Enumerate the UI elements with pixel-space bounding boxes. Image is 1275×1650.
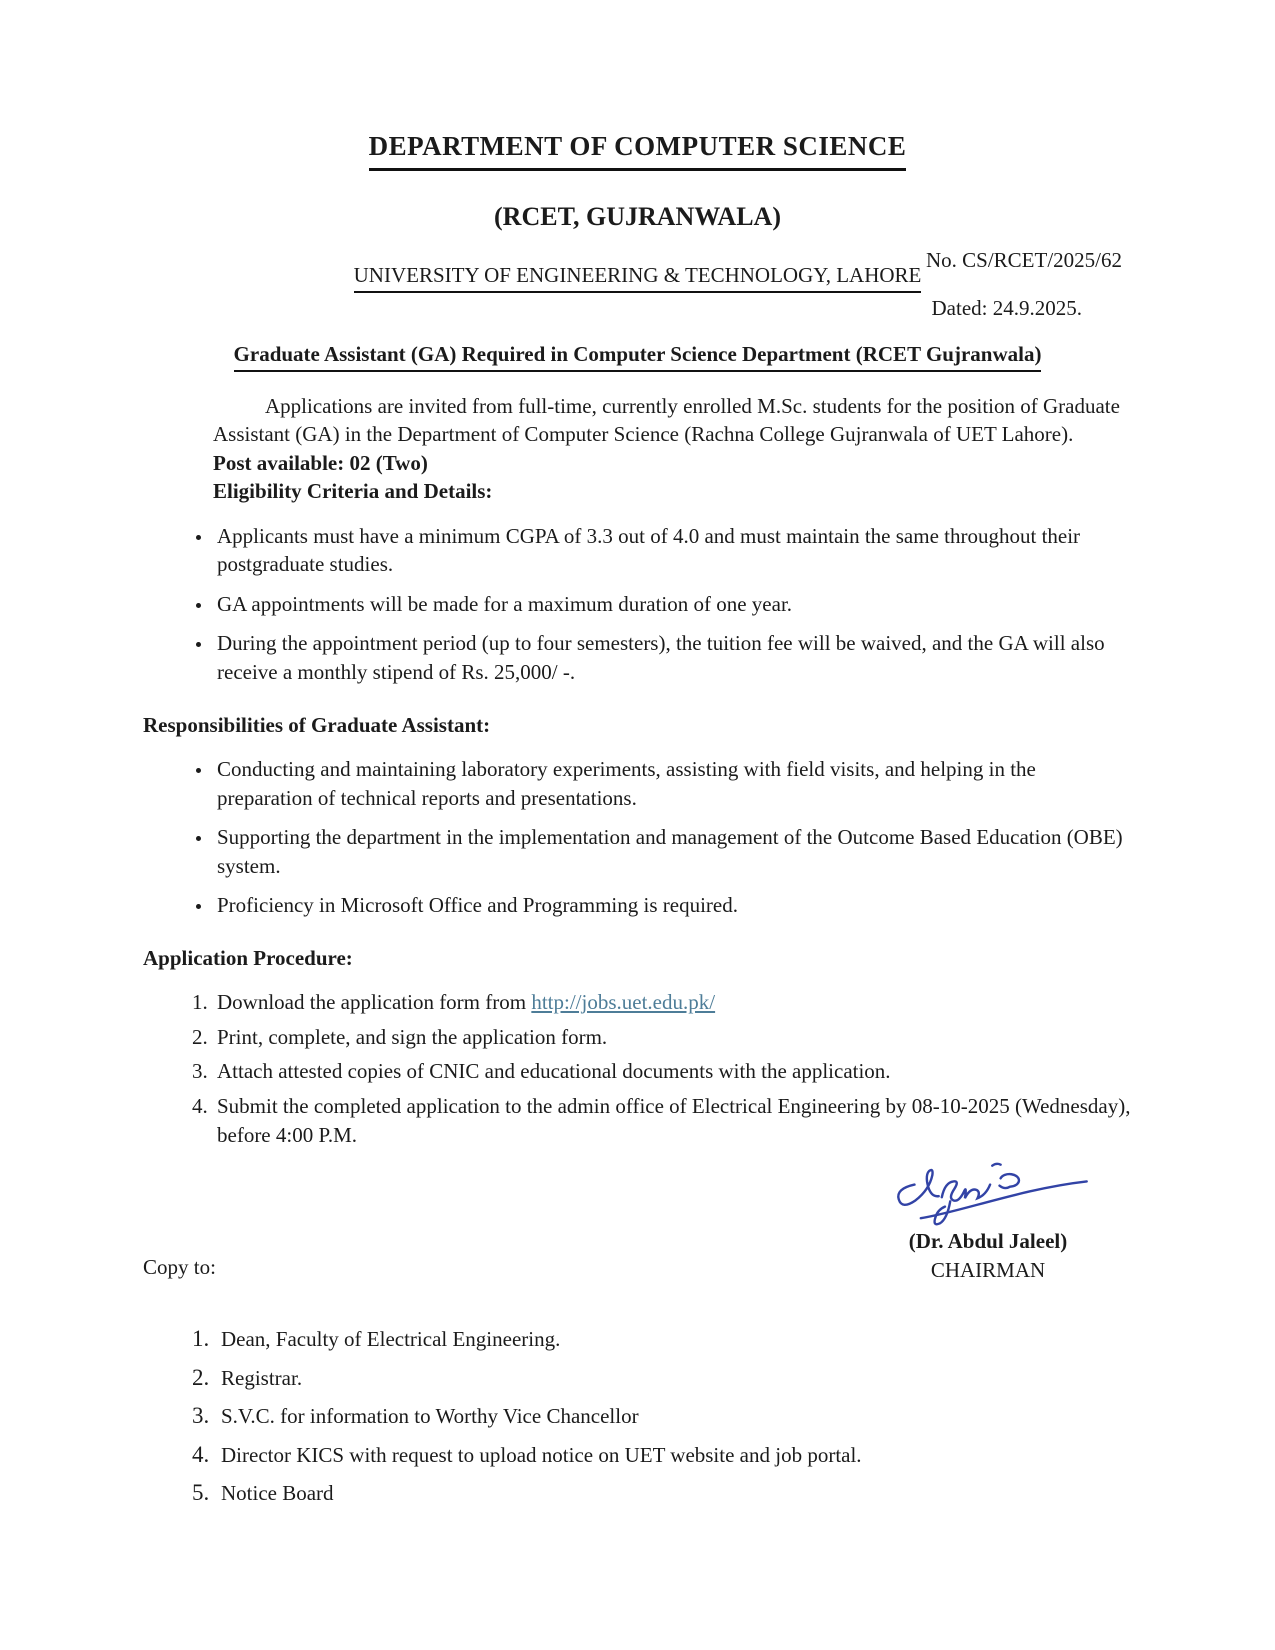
jobs-portal-link[interactable]: http://jobs.uet.edu.pk/ [531, 990, 716, 1015]
signatory-title: CHAIRMAN [930, 1257, 1046, 1282]
responsibilities-heading: Responsibilities of Graduate Assistant: [143, 712, 491, 737]
procedure-step-text: Download the application form from [217, 990, 532, 1015]
reference-block [143, 246, 1132, 338]
eligibility-item: • Applicants must have a minimum CGPA of 3.3 out of 4.0 and must maintain the same throughout their postgraduate studies. [213, 522, 1132, 579]
eligibility-heading: Eligibility Criteria and Details: [213, 479, 493, 504]
procedure-step: 2. Print, complete, and sign the application form. [213, 1023, 1132, 1052]
intro-block [213, 392, 1132, 506]
reference-number: No. CS/RCET/2025/62 [925, 248, 1122, 273]
posts-available-line: Post available: 02 (Two) [213, 450, 428, 475]
signature-block [838, 1157, 1138, 1284]
responsibility-item: • Supporting the department in the implementation and management of the Outcome Based Education (OBE) system. [213, 823, 1132, 880]
university-name: UNIVERSITY OF ENGINEERING & TECHNOLOGY, LAHORE [354, 261, 922, 293]
signatory-name: (Dr. Abdul Jaleel) [908, 1229, 1068, 1254]
campus-subtitle: (RCET, GUJRANWALA) [494, 201, 781, 231]
eligibility-item: • During the appointment period (up to four semesters), the tuition fee will be waived, and the GA will also receive a monthly stipend of Rs. 25,000/ -. [213, 629, 1132, 686]
procedure-step: 3. Attach attested copies of CNIC and educational documents with the application. [213, 1057, 1132, 1086]
procedure-heading: Application Procedure: [143, 945, 353, 970]
department-title: DEPARTMENT OF COMPUTER SCIENCE [369, 128, 907, 171]
procedure-list [143, 988, 1132, 1149]
responsibilities-list [143, 755, 1132, 920]
copy-to-list [143, 1323, 1132, 1508]
responsibility-item: • Conducting and maintaining laboratory experiments, assisting with field visits, and helping in the preparation of technical reports and presentations. [213, 755, 1132, 812]
eligibility-item: • GA appointments will be made for a maximum duration of one year. [213, 590, 1132, 619]
copy-to-item: 4. Director KICS with request to upload notice on UET website and job portal. [215, 1439, 1132, 1470]
responsibility-item: • Proficiency in Microsoft Office and Programming is required. [213, 891, 1132, 920]
date-line: Dated: 24.9.2025. [931, 296, 1082, 321]
copy-to-item: 1. Dean, Faculty of Electrical Engineering. [215, 1323, 1132, 1354]
copy-to-item: 2. Registrar. [215, 1362, 1132, 1393]
signature-area [143, 1157, 1132, 1315]
notice-subject: Graduate Assistant (GA) Required in Computer Science Department (RCET Gujranwala) [234, 340, 1042, 372]
procedure-step: 4. Submit the completed application to the admin office of Electrical Engineering by 08-10-2025 (Wednesday), before 4:00 P.M. [213, 1092, 1132, 1149]
eligibility-list [143, 522, 1132, 687]
copy-to-label: Copy to: [143, 1255, 216, 1280]
signature-scribble-icon [883, 1157, 1093, 1229]
intro-paragraph: Applications are invited from full-time, currently enrolled M.Sc. students for the position of Graduate Assistant (GA) in the Department of Computer Science (Rachna College Gujranwala of UET Lahore). [213, 393, 1120, 447]
procedure-step [213, 988, 1132, 1017]
copy-to-item: 3. S.V.C. for information to Worthy Vice Chancellor [215, 1400, 1132, 1431]
copy-to-item: 5. Notice Board [215, 1477, 1132, 1508]
